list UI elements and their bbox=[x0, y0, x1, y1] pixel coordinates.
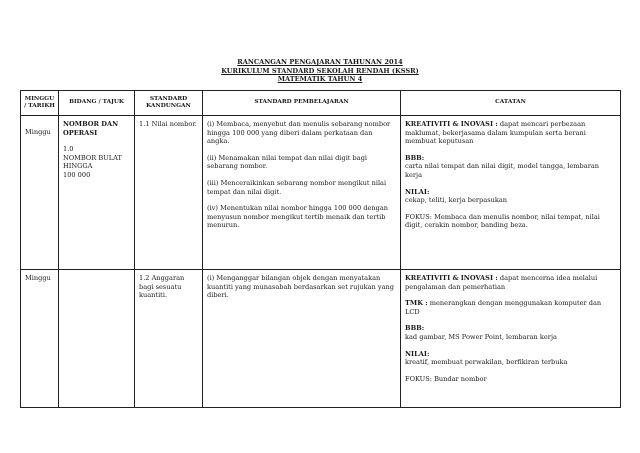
bbb-text: kad gambar, MS Power Point, lembaran kerja bbox=[405, 332, 557, 341]
title-line-2: KURIKULUM STANDARD SEKOLAH RENDAH (KSSR) bbox=[221, 66, 419, 75]
pembelajaran-item: (iii) Menceraikinkan sebarang nombor mengikut nilai tempat dan nilai digit. bbox=[207, 178, 387, 196]
document-title bbox=[0, 58, 640, 84]
header-catatan: CATATAN bbox=[401, 91, 621, 116]
lesson-plan-table bbox=[20, 90, 621, 408]
bbb-note bbox=[405, 154, 616, 180]
pembelajaran-cell bbox=[203, 270, 401, 408]
tmk-text: menerangkan dengan menggunakan komputer dan LCD bbox=[405, 299, 602, 316]
nilai-text: cekap, teliti, kerja berpasukan bbox=[405, 196, 508, 205]
catatan-cell bbox=[401, 270, 621, 408]
nilai-text: kreatif, membuat perwakilan, berfikiran terbuka bbox=[405, 358, 568, 367]
table-row bbox=[21, 270, 621, 408]
pembelajaran-cell bbox=[203, 116, 401, 270]
nilai-label: NILAI: bbox=[405, 349, 430, 358]
bidang-topic: NOMBOR BULAT HINGGA bbox=[63, 153, 122, 171]
pembelajaran-item: (iv) Menentukan nilai nombor hingga 100 000 dengan menyusun nombor mengikut tertib menaik dan tertib menurun. bbox=[207, 204, 388, 230]
bbb-text: carta nilai tempat dan nilai digit, model tangga, lembaran kerja bbox=[405, 162, 600, 179]
pembelajaran-item: (i) Membaca, menyebut dan menulis sebarang nombor hingga 100 000 yang diberi dalam perkataan dan angka. bbox=[207, 120, 391, 146]
bbb-label: BBB: bbox=[405, 324, 425, 333]
table-row bbox=[21, 116, 621, 270]
bidang-sub: 1.0 bbox=[63, 145, 74, 154]
kandungan-cell: 1.2 Anggaran bagi sesuatu kuantiti. bbox=[135, 270, 203, 408]
kreativiti-text: dapat mencerna idea melalui pengalaman dan pemerhatian bbox=[405, 274, 598, 291]
kreativiti-label: KREATIVITI & INOVASI : bbox=[405, 120, 498, 128]
title-line-1: RANCANGAN PENGAJARAN TAHUNAN 2014 bbox=[237, 58, 403, 66]
kreativiti-note bbox=[405, 274, 616, 291]
catatan-cell bbox=[401, 116, 621, 270]
pembelajaran-item: (i) Menganggar bilangan objek dengan menyatakan kuantiti yang munasabah berdasarkan set rujukan yang diberi. bbox=[207, 274, 395, 300]
bidang-num: 100 000 bbox=[63, 170, 91, 179]
header-standard-kandungan: STANDARD KANDUNGAN bbox=[135, 91, 203, 116]
bidang-cell bbox=[59, 116, 135, 270]
header-minggu: MINGGU / TARIKH bbox=[21, 91, 59, 116]
table-header-row bbox=[21, 91, 621, 116]
kreativiti-text: dapat mencari perbezaan maklumat, bekerjasama dalam kumpulan serta berani membuat keputusan bbox=[405, 120, 586, 146]
bidang-cell bbox=[59, 270, 135, 408]
kandungan-cell: 1.1 Nilai nombor. bbox=[135, 116, 203, 270]
title-line-3: MATEMATIK TAHUN 4 bbox=[277, 75, 363, 84]
tmk-note bbox=[405, 299, 616, 316]
fokus-note: FOKUS: Membaca dan menulis nombor, nilai tempat, nilai digit, cerakin nombor, banding beza. bbox=[405, 212, 600, 230]
header-bidang: BIDANG / TAJUK bbox=[59, 91, 135, 116]
minggu-cell: Minggu bbox=[21, 116, 59, 270]
nilai-label: NILAI: bbox=[405, 187, 430, 196]
pembelajaran-item: (ii) Menamakan nilai tempat dan nilai digit bagi sebarang nombor. bbox=[207, 153, 368, 171]
fokus-note: FOKUS: Bundar nombor bbox=[405, 374, 487, 383]
nilai-note bbox=[405, 188, 616, 205]
bbb-label: BBB: bbox=[405, 153, 425, 162]
minggu-cell: Minggu bbox=[21, 270, 59, 408]
bidang-title: NOMBOR DAN OPERASI bbox=[63, 120, 119, 137]
kreativiti-label: KREATIVITI & INOVASI : bbox=[405, 274, 498, 282]
header-standard-pembelajaran: STANDARD PEMBELAJARAN bbox=[203, 91, 401, 116]
bbb-note bbox=[405, 324, 616, 341]
nilai-note bbox=[405, 350, 616, 367]
kreativiti-note bbox=[405, 120, 616, 146]
tmk-label: TMK : bbox=[405, 299, 428, 308]
